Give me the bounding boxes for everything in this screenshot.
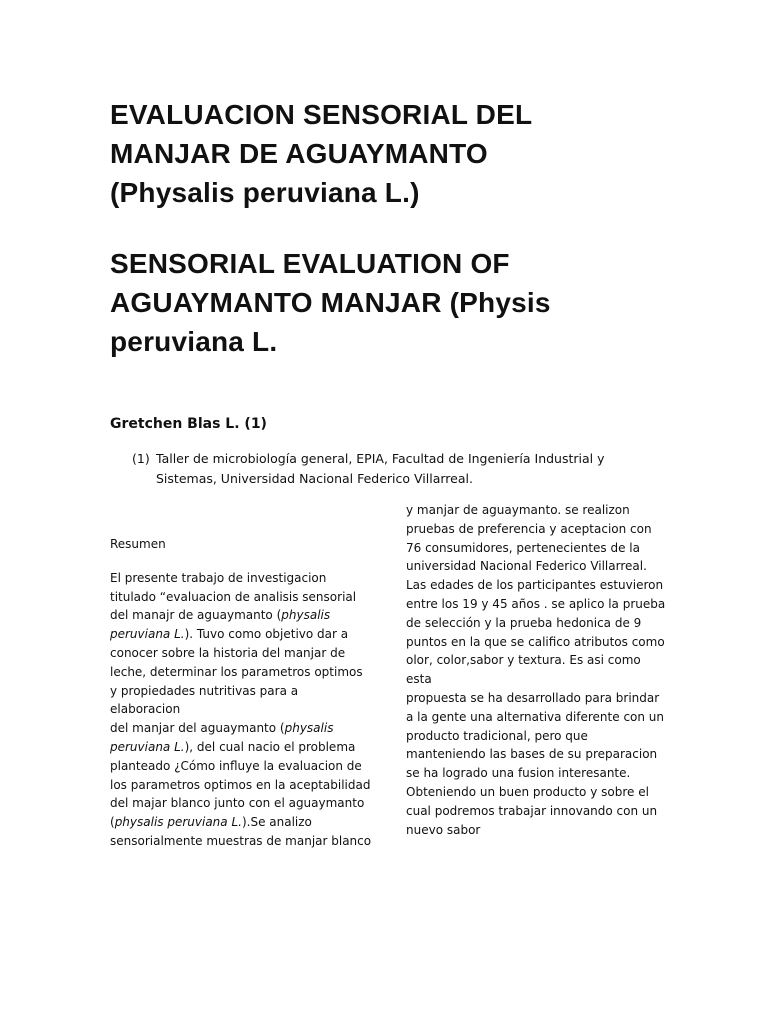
- abstract-italic: peruviana L.: [110, 739, 185, 754]
- title-en-line2: AGUAYMANTO MANJAR (Physis: [110, 287, 551, 318]
- abstract-line: Obteniendo un buen producto y sobre el: [406, 784, 649, 799]
- abstract-line: ).Se analizo: [241, 815, 312, 830]
- abstract-line: entre los 19 y 45 años . se aplico la prueba: [406, 596, 666, 611]
- abstract-line: cual podremos trabajar innovando con un: [406, 803, 658, 818]
- abstract-line: titulado “evaluacion de analisis sensorial: [110, 589, 357, 604]
- affiliation: [132, 449, 632, 489]
- abstract-italic: physalis: [281, 608, 331, 623]
- abstract-line: puntos en la que se califico atributos como: [406, 634, 665, 649]
- abstract-line: sensorialmente muestras de manjar blanco: [110, 833, 372, 848]
- author-name: Gretchen Blas L. (1): [110, 416, 267, 432]
- title-en-line3: peruviana L.: [110, 326, 278, 357]
- abstract-line: del manajr de aguaymanto (: [110, 608, 282, 623]
- abstract-line: los parametros optimos en la aceptabilidad: [110, 777, 371, 792]
- title-en-line1: SENSORIAL EVALUATION OF: [110, 248, 510, 279]
- abstract-line: (: [110, 815, 115, 830]
- abstract-line: planteado ¿Cómo influye la evaluacion de: [110, 758, 362, 773]
- abstract-right-column: [406, 501, 668, 839]
- affiliation-line1: Taller de microbiología general, EPIA, Facultad de Ingeniería Industrial y: [156, 451, 605, 466]
- abstract-left-column: [110, 535, 372, 851]
- title-spanish: [110, 95, 670, 212]
- abstract-line: propuesta se ha desarrollado para brindar: [406, 690, 660, 705]
- abstract-italic: physalis peruviana L.: [114, 815, 242, 830]
- abstract-line: manteniendo las bases de su preparacion: [406, 747, 658, 762]
- abstract-paragraph-right: [406, 501, 668, 839]
- title-english: [110, 244, 670, 361]
- abstract-line: se ha logrado una fusion interesante.: [406, 766, 631, 781]
- abstract-line: Las edades de los participantes estuvieron: [406, 578, 664, 593]
- abstract-line: 76 consumidores, pertenecientes de la: [406, 540, 640, 555]
- abstract-line: ), del cual nacio el problema: [184, 739, 356, 754]
- abstract-line: y propiedades nutritivas para a elaboracion: [110, 683, 299, 717]
- title-es-line1: EVALUACION SENSORIAL DEL: [110, 99, 533, 130]
- abstract-heading: Resumen: [110, 537, 166, 551]
- abstract-line: pruebas de preferencia y aceptacion con: [406, 521, 652, 536]
- abstract-paragraph-left: [110, 569, 372, 851]
- abstract-line: a la gente una alternativa diferente con un: [406, 709, 665, 724]
- title-es-line3: (Physalis peruviana L.): [110, 177, 420, 208]
- abstract-line: y manjar de aguaymanto. se realizon: [406, 503, 630, 517]
- abstract-line: leche, determinar los parametros optimos: [110, 664, 363, 679]
- abstract-line: olor, color,sabor y textura. Es asi como esta: [406, 653, 641, 687]
- affiliation-number: (1): [132, 451, 150, 466]
- abstract-line: del majar blanco junto con el aguaymanto: [110, 796, 365, 811]
- abstract-line: El presente trabajo de investigacion: [110, 570, 327, 585]
- abstract-line: nuevo sabor: [406, 822, 481, 837]
- abstract-line: universidad Nacional Federico Villarreal.: [406, 559, 647, 574]
- title-es-line2: MANJAR DE AGUAYMANTO: [110, 138, 488, 169]
- abstract-italic: peruviana L.: [110, 627, 185, 642]
- abstract-line: del manjar del aguaymanto (: [110, 721, 285, 736]
- abstract-italic: physalis: [284, 721, 334, 736]
- affiliation-line2: Sistemas, Universidad Nacional Federico Villarreal.: [156, 471, 473, 486]
- abstract-line: ). Tuvo como objetivo dar a: [184, 627, 349, 642]
- abstract-line: producto tradicional, pero que: [406, 728, 588, 743]
- abstract-line: conocer sobre la historia del manjar de: [110, 645, 346, 660]
- abstract-line: de selección y la prueba hedonica de 9: [406, 615, 642, 630]
